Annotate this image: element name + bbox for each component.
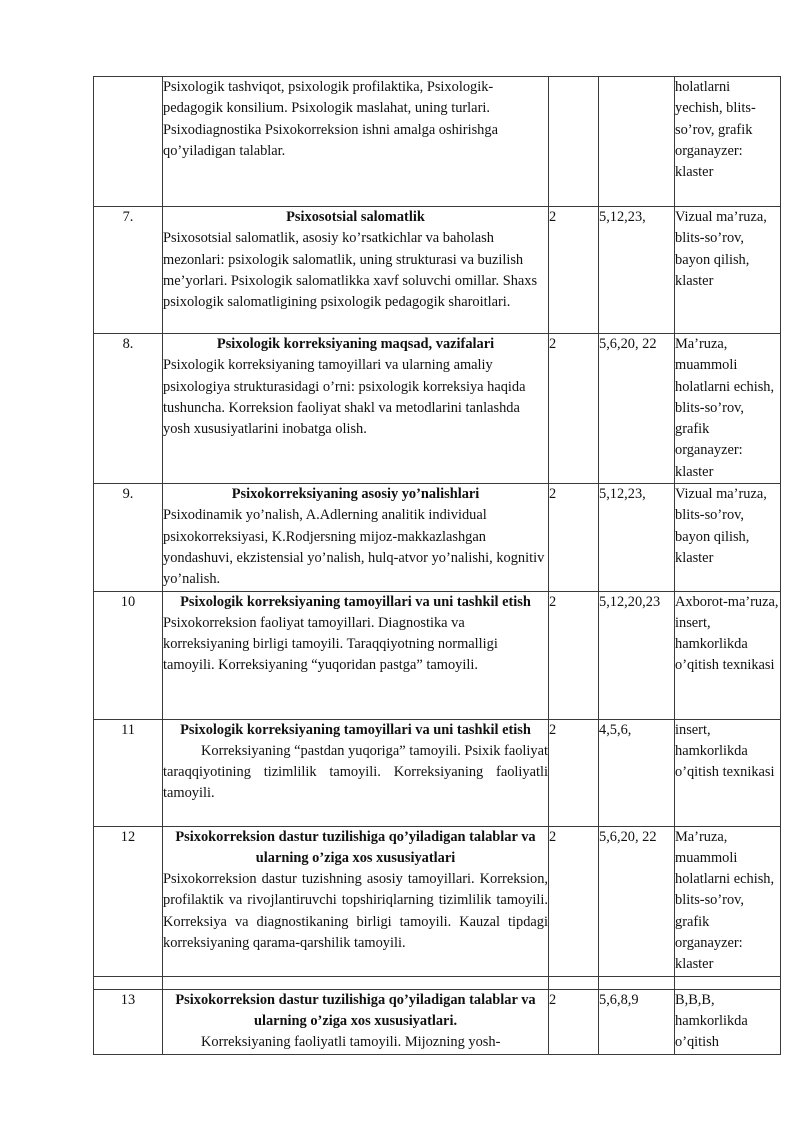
row-number: 12 [94, 826, 163, 976]
hours-cell: 2 [549, 334, 599, 484]
topic-body: Psixologik korreksiyaning tamoyillari va ularning amaliy psixologiya strukturasidagi o’rni: psixologik korreksiya haqida tushuncha. Korreksion faoliyat shakl va metodlarini tanlashda yosh xususiyatlarini inobatga olish. [163, 357, 526, 438]
topic-cell [163, 484, 549, 591]
syllabus-table [93, 76, 781, 1055]
hours-cell: 2 [549, 826, 599, 976]
row-number: 8. [94, 334, 163, 484]
literature-cell: 5,12,23, [599, 207, 675, 334]
topic-body: Psixosotsial salomatlik, asosiy ko’rsatkichlar va baholash mezonlari: psixologik salomatlik, uning strukturasi va buzilish me’yorlari. Psixologik salomatlikka xavf soluvchi omillar. Shaxs psixologik salomatligining psixologik pedagogik sharoitlari. [163, 230, 538, 311]
row-number: 11 [94, 719, 163, 826]
topic-title: Psixokorreksiyaning asosiy yo’nalishlari [231, 486, 480, 503]
method-cell: Vizual ma’ruza, blits-so’rov, bayon qilish, klaster [675, 207, 781, 334]
table-row [94, 826, 781, 976]
topic-cell [163, 77, 549, 207]
literature-cell: 5,12,23, [599, 484, 675, 591]
topic-cell [163, 207, 549, 334]
hours-cell: 2 [549, 484, 599, 591]
topic-body: Psixodinamik yo’nalish, A.Adlerning analitik individual psixokorreksiyasi, K.Rodjersning mijoz-makkazlashgan yondashuvi, ekzistensial yo’nalish, hulq-atvor yo’nalishi, kognitiv yo’nalish. [163, 507, 545, 588]
row-number: 10 [94, 591, 163, 719]
hours-cell: 2 [549, 591, 599, 719]
literature-cell: 5,6,20, 22 [599, 334, 675, 484]
table-row [94, 484, 781, 591]
topic-cell [163, 989, 549, 1054]
topic-title: Psixosotsial salomatlik [286, 209, 425, 225]
topic-cell [163, 591, 549, 719]
table-row [94, 591, 781, 719]
table-row [94, 989, 781, 1054]
hours-cell: 2 [549, 719, 599, 826]
topic-title: Psixokorreksion dastur tuzilishiga qo’yiladigan talablar va ularning o’ziga xos xususiyatlari [175, 828, 536, 866]
row-number [94, 77, 163, 207]
literature-cell: 5,6,8,9 [599, 989, 675, 1054]
row-number: 13 [94, 989, 163, 1054]
topic-cell [163, 719, 549, 826]
topic-title: Psixologik korreksiyaning tamoyillari va uni tashkil etish [180, 593, 531, 610]
table-row [94, 207, 781, 334]
row-number: 7. [94, 207, 163, 334]
topic-title: Psixologik korreksiyaning tamoyillari va uni tashkil etish [180, 721, 531, 738]
topic-cell [163, 334, 549, 484]
table-row [94, 77, 781, 207]
hours-cell: 2 [549, 207, 599, 334]
method-cell: Ma’ruza, muammoli holatlarni echish, blits-so’rov, grafik organayzer: klaster [675, 826, 781, 976]
literature-cell: 5,12,20,23 [599, 591, 675, 719]
method-cell: B,B,B, hamkorlikda o’qitish [675, 989, 781, 1054]
literature-cell: 5,6,20, 22 [599, 826, 675, 976]
literature-cell: 4,5,6, [599, 719, 675, 826]
topic-title: Psixokorreksion dastur tuzilishiga qo’yiladigan talablar va ularning o’ziga xos xususiyatlari. [175, 991, 536, 1029]
method-cell: Vizual ma’ruza, blits-so’rov, bayon qilish, klaster [675, 484, 781, 591]
table-row [94, 719, 781, 826]
row-number: 9. [94, 484, 163, 591]
hours-cell: 2 [549, 989, 599, 1054]
method-cell: Ma’ruza, muammoli holatlarni echish, blits-so’rov, grafik organayzer: klaster [675, 334, 781, 484]
topic-cell [163, 826, 549, 976]
topic-body: Psixokorreksion faoliyat tamoyillari. Diagnostika va korreksiyaning birligi tamoyili. Taraqqiyotning normalligi tamoyili. Korreksiyaning “yuqoridan pastga” tamoyili. [163, 614, 498, 674]
method-cell: holatlarni yechish, blits-so’rov, grafik organayzer: klaster [675, 77, 781, 207]
topic-title: Psixologik korreksiyaning maqsad, vazifalari [216, 336, 495, 352]
table-row [94, 334, 781, 484]
method-cell: insert, hamkorlikda o’qitish texnikasi [675, 719, 781, 826]
topic-body: Korreksiyaning faoliyatli tamoyili. Mijozning yosh- [201, 1034, 501, 1051]
topic-body: Psixologik tashviqot, psixologik profilaktika, Psixologik-pedagogik konsilium. Psixologik maslahat, uning turlari. Psixodiagnostika Psixokorreksion ishni amalga oshirishga qo’yiladigan talablar. [163, 79, 498, 159]
topic-body: Psixokorreksion dastur tuzishning asosiy tamoyillari. Korreksion, profilaktik va rivojlantiruvchi topshiriqlarning tizimlilik tamoyili. Korreksiya va diagnostikaning birligi tamoyili. Kauzal tipdagi korreksiyaning qarama-qarshilik tamoyili. [163, 871, 548, 952]
table-row-spacer [94, 976, 781, 989]
topic-body: Korreksiyaning “pastdan yuqoriga” tamoyili. Psixik faoliyat taraqqiyotining tizimlilik tamoyili. Korreksiyaning faoliyatli tamoyili. [163, 742, 548, 802]
hours-cell [549, 77, 599, 207]
method-cell: Axborot-ma’ruza, insert, hamkorlikda o’qitish texnikasi [675, 591, 781, 719]
literature-cell [599, 77, 675, 207]
